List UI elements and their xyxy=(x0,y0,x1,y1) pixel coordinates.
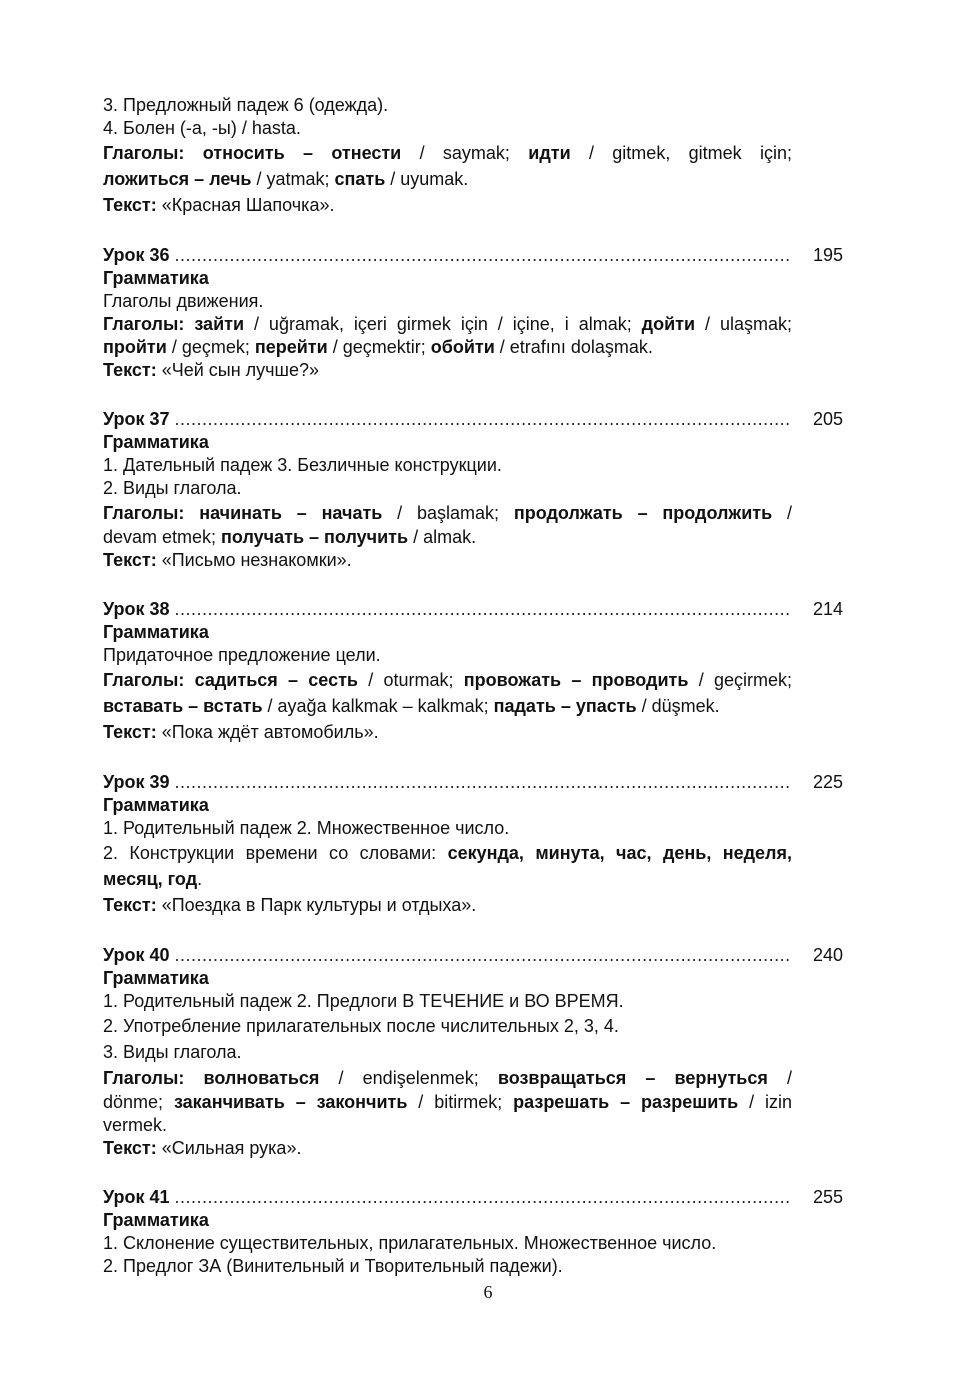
grammar-heading: Грамматика xyxy=(103,795,209,815)
dot-leader xyxy=(175,1186,792,1209)
page-number: 240 xyxy=(812,945,843,965)
lesson-heading[interactable] xyxy=(103,598,843,621)
verbs-line: Глаголы: садиться – сесть / oturmak; провожать – проводить / geçirmek; xyxy=(103,670,792,690)
page-number: 255 xyxy=(812,1187,843,1207)
grammar-item: 1. Склонение существительных, прилагательных. Множественное число. xyxy=(103,1233,717,1253)
page-number: 205 xyxy=(812,409,843,429)
lesson-37 xyxy=(103,408,843,572)
verbs-line: Глаголы: зайти / uğramak, içeri girmek için / içine, i almak; дойти / ulaşmak; xyxy=(103,314,792,334)
lesson-heading[interactable] xyxy=(103,1186,843,1209)
grammar-heading: Грамматика xyxy=(103,968,209,988)
grammar-item: 2. Виды глагола. xyxy=(103,478,242,498)
lesson-heading[interactable] xyxy=(103,944,843,967)
verbs-line: devam etmek; получать – получить / almak. xyxy=(103,527,477,547)
text-line: Текст: «Красная Шапочка». xyxy=(103,195,335,215)
table-of-contents xyxy=(103,94,843,1304)
verbs-line: dönme; заканчивать – закончить / bitirmek; разрешать – разрешить / izin xyxy=(103,1092,792,1112)
dot-leader xyxy=(175,244,792,267)
verbs-line: пройти / geçmek; перейти / geçmektir; обойти / etrafını dolaşmak. xyxy=(103,337,653,357)
grammar-heading: Грамматика xyxy=(103,432,209,452)
verbs-line: Глаголы: начинать – начать / başlamak; продолжать – продолжить / xyxy=(103,503,792,523)
grammar-item: месяц, год. xyxy=(103,869,203,889)
page-number: 225 xyxy=(812,772,843,792)
lesson-38 xyxy=(103,598,843,745)
grammar-item: 4. Болен (-а, -ы) / hasta. xyxy=(103,118,301,138)
grammar-heading: Грамматика xyxy=(103,622,209,642)
lesson-heading[interactable] xyxy=(103,771,843,794)
lesson-40 xyxy=(103,944,843,1160)
lesson-35-continuation xyxy=(103,94,843,218)
text-line: Текст: «Чей сын лучше?» xyxy=(103,360,320,380)
lesson-title: Урок 37 xyxy=(103,409,170,429)
lesson-41 xyxy=(103,1186,843,1278)
grammar-item: 2. Конструкции времени со словами: секунда, минута, час, день, неделя, xyxy=(103,843,792,863)
dot-leader xyxy=(175,408,792,431)
grammar-item: Придаточное предложение цели. xyxy=(103,645,381,665)
page-number: 195 xyxy=(812,245,843,265)
grammar-item: 3. Виды глагола. xyxy=(103,1042,242,1062)
lesson-heading[interactable] xyxy=(103,408,843,431)
grammar-item: 1. Родительный падеж 2. Множественное число. xyxy=(103,818,510,838)
lesson-title: Урок 38 xyxy=(103,599,170,619)
verbs-line: Глаголы: волноваться / endişelenmek; возвращаться – вернуться / xyxy=(103,1068,792,1088)
lesson-36 xyxy=(103,244,843,382)
verbs-line: вставать – встать / ayağa kalkmak – kalkmak; падать – упасть / düşmek. xyxy=(103,696,720,716)
lesson-title: Урок 39 xyxy=(103,772,170,792)
dot-leader xyxy=(175,598,792,621)
grammar-item: 2. Предлог ЗА (Винительный и Творительный падежи). xyxy=(103,1256,563,1276)
verbs-line: ложиться – лечь / yatmak; спать / uyumak. xyxy=(103,169,469,189)
lesson-title: Урок 36 xyxy=(103,245,170,265)
grammar-item: 2. Употребление прилагательных после числительных 2, 3, 4. xyxy=(103,1016,619,1036)
grammar-item: Глаголы движения. xyxy=(103,291,264,311)
page-number: 214 xyxy=(812,599,843,619)
page-folio-number: 6 xyxy=(483,1282,493,1302)
grammar-heading: Грамматика xyxy=(103,268,209,288)
verbs-line: vermek. xyxy=(103,1115,168,1135)
dot-leader xyxy=(175,771,792,794)
text-line: Текст: «Поездка в Парк культуры и отдыха». xyxy=(103,895,477,915)
verbs-line: Глаголы: относить – отнести / saymak; идти / gitmek, gitmek için; xyxy=(103,143,792,163)
text-line: Текст: «Пока ждёт автомобиль». xyxy=(103,722,379,742)
text-line: Текст: «Письмо незнакомки». xyxy=(103,550,352,570)
lesson-heading[interactable] xyxy=(103,244,843,267)
lesson-title: Урок 40 xyxy=(103,945,170,965)
grammar-heading: Грамматика xyxy=(103,1210,209,1230)
dot-leader xyxy=(175,944,792,967)
grammar-item: 3. Предложный падеж 6 (одежда). xyxy=(103,95,389,115)
grammar-item: 1. Родительный падеж 2. Предлоги В ТЕЧЕНИЕ и ВО ВРЕМЯ. xyxy=(103,991,624,1011)
lesson-title: Урок 41 xyxy=(103,1187,170,1207)
text-line: Текст: «Сильная рука». xyxy=(103,1138,302,1158)
grammar-item: 1. Дательный падеж 3. Безличные конструкции. xyxy=(103,455,502,475)
lesson-39 xyxy=(103,771,843,918)
